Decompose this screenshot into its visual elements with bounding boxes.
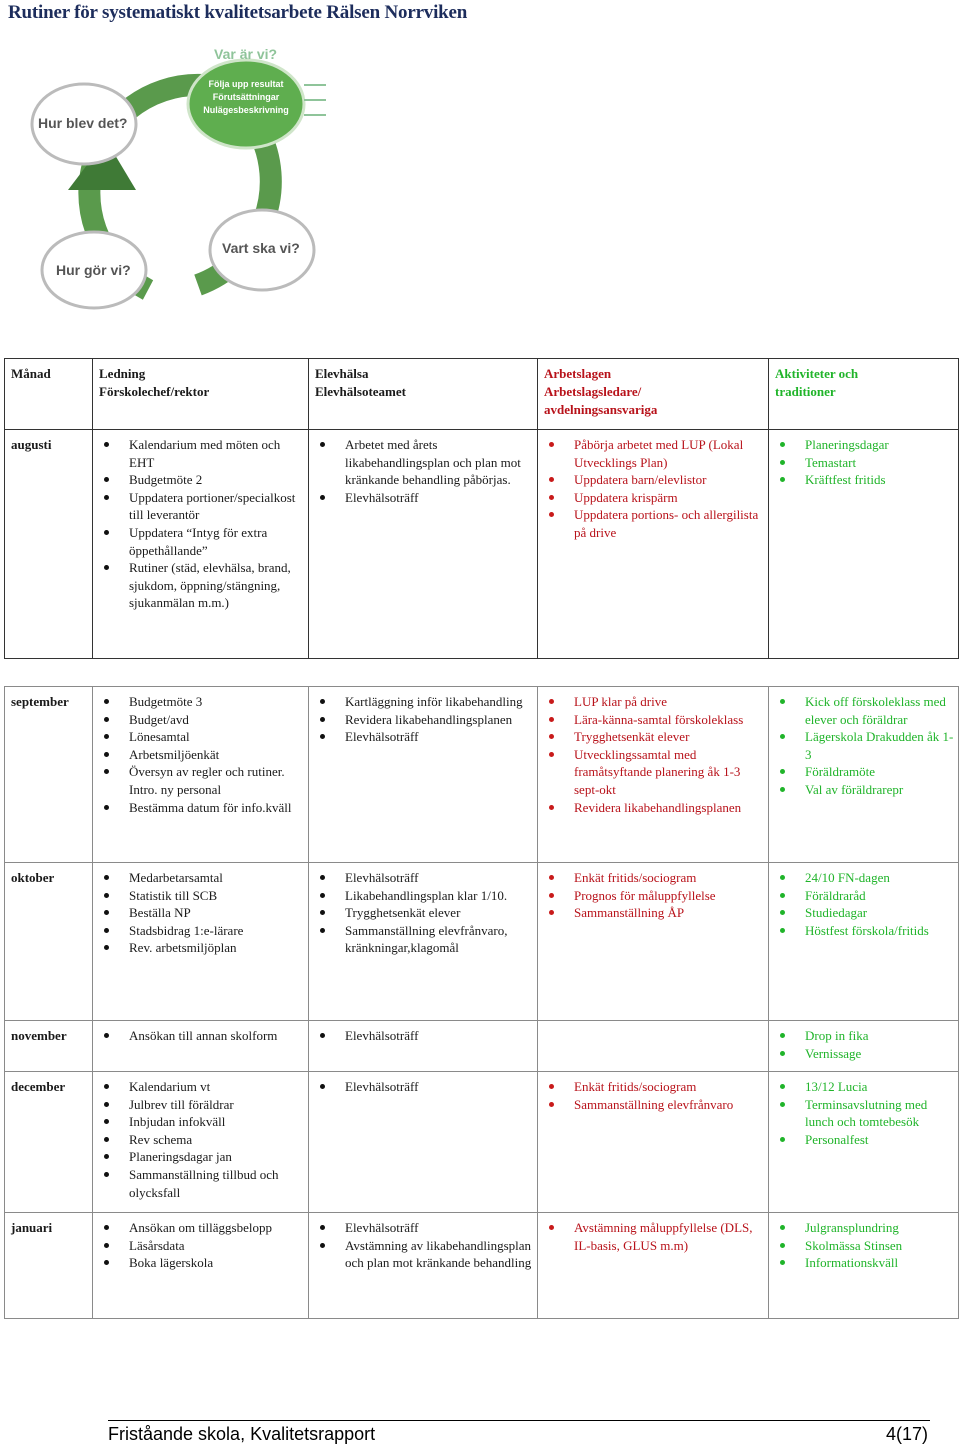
bubble-line: Nulägesbeskrivning [203,105,289,115]
list-item: Budgetmöte 3 [121,693,304,711]
item-list [544,869,764,922]
list-item: Sammanställning ÅP [566,904,764,922]
table-cell [769,1213,959,1319]
item-list [775,869,954,939]
list-item: Revidera likabehandlingsplanen [337,711,533,729]
list-item: Föräldraråd [797,887,954,905]
list-item: Elevhälsoträff [337,1219,533,1237]
list-item: Trygghetsenkät elever [337,904,533,922]
list-item: Rutiner (städ, elevhälsa, brand, sjukdom, öppning/stängning, sjukanmälan m.m.) [121,559,304,612]
table-cell [309,1213,538,1319]
list-item: Elevhälsoträff [337,1027,533,1045]
item-list [544,1078,764,1113]
list-item: Statistik till SCB [121,887,304,905]
table-row [5,430,959,659]
item-list [775,436,954,489]
table-cell [309,430,538,659]
header-cell [769,359,959,430]
column-header [11,365,88,383]
item-list [99,436,304,612]
table-cell [309,863,538,1021]
label-hur-gor-vi: Hur gör vi? [56,262,131,278]
table-row [5,1021,959,1072]
list-item: 24/10 FN-dagen [797,869,954,887]
list-item: Informationskväll [797,1254,954,1272]
list-item: Temastart [797,454,954,472]
footer-rule [108,1420,930,1421]
routine-table-header [4,358,959,659]
list-item: Kalendarium vt [121,1078,304,1096]
table-cell [538,1072,769,1213]
label-hur-blev-det: Hur blev det? [38,115,128,131]
item-list [315,1219,533,1272]
routine-table-months [4,686,959,1319]
footer-text: Friståande skola, Kvalitetsrapport [108,1424,376,1444]
month-cell [5,863,93,1021]
list-item: Bestämma datum för info.kväll [121,799,304,817]
column-header-line: Ledning [99,366,146,381]
month-label: december [11,1079,66,1094]
table-row [5,1213,959,1319]
bubble-text [196,78,296,117]
list-item: Lära-känna-samtal förskoleklass [566,711,764,729]
list-item: Föräldramöte [797,763,954,781]
item-list [99,1219,304,1272]
column-header-line: avdelningsansvariga [544,402,658,417]
column-header-line: Arbetslagen [544,366,612,381]
list-item: Arbetet med årets likabehandlingsplan och plan mot kränkande behandling påbörjas. [337,436,533,489]
list-item: Rev schema [121,1131,304,1149]
item-list [775,693,954,799]
column-header-line: traditioner [775,384,836,399]
bubble-line: Följa upp resultat [208,79,284,89]
column-header [315,365,533,401]
list-item: Sammanställning elevfrånvaro, kränkningar,klagomål [337,922,533,957]
list-item: Lägerskola Drakudden åk 1-3 [797,728,954,763]
item-list [315,869,533,957]
item-list [99,693,304,816]
table-cell [538,863,769,1021]
list-item: Medarbetarsamtal [121,869,304,887]
table-row [5,1072,959,1213]
list-item: Beställa NP [121,904,304,922]
table-row [5,863,959,1021]
header-cell [93,359,309,430]
list-item: Påbörja arbetet med LUP (Lokal Utvecklings Plan) [566,436,764,471]
item-list [99,1027,304,1045]
item-list [315,693,533,746]
list-item: Budget/avd [121,711,304,729]
list-item: Intro. ny personal [129,781,222,797]
column-header [544,365,764,419]
list-item: Planeringsdagar jan [121,1148,304,1166]
month-label: september [11,694,69,709]
list-item: Elevhälsoträff [337,1078,533,1096]
list-item: Revidera likabehandlingsplanen [566,799,764,817]
table-cell [93,863,309,1021]
table-cell [93,687,309,863]
list-item: Kartläggning inför likabehandling [337,693,533,711]
item-list [544,436,764,542]
list-item: Trygghetsenkät elever [566,728,764,746]
list-item: Elevhälsoträff [337,728,533,746]
table-cell [309,1021,538,1072]
column-header-line: Aktiviteter och [775,366,859,381]
list-item: LUP klar på drive [566,693,764,711]
list-item: 13/12 Lucia [797,1078,954,1096]
list-item: Skolmässa Stinsen [797,1237,954,1255]
list-item: Höstfest förskola/fritids [797,922,954,940]
page-number: 4(17) [885,1424,928,1444]
column-header-line: Månad [11,366,51,381]
list-item: Studiedagar [797,904,954,922]
item-list [775,1219,954,1272]
list-item: Elevhälsoträff [337,489,533,507]
table-cell [93,1072,309,1213]
list-item: Val av föräldrarepr [797,781,954,799]
list-item: Julgransplundring [797,1219,954,1237]
list-item: Avstämning måluppfyllelse (DLS, IL-basis, GLUS m.m) [566,1219,764,1254]
column-header [775,365,954,401]
header-row [5,359,959,430]
list-item: Ansökan till annan skolform [121,1027,304,1045]
month-label: oktober [11,870,55,885]
label-vart-ska-vi: Vart ska vi? [222,240,300,256]
item-list [775,1078,954,1148]
item-list [315,1078,533,1096]
table-cell [538,1021,769,1072]
list-item: Julbrev till föräldrar [121,1096,304,1114]
list-item: Enkät fritids/sociogram [566,869,764,887]
item-list [99,869,304,957]
list-item: Sammanställning tillbud och olycksfall [121,1166,304,1201]
list-item: Boka lägerskola [121,1254,304,1272]
month-label: januari [11,1220,53,1235]
list-item: Prognos för måluppfyllelse [566,887,764,905]
month-cell [5,1072,93,1213]
item-list [315,436,533,506]
month-cell [5,1021,93,1072]
column-header-line: Elevhälsoteamet [315,384,406,399]
column-header-line: Förskolechef/rektor [99,384,210,399]
list-item: Kalendarium med möten och EHT [121,436,304,471]
list-item: Budgetmöte 2 [121,471,304,489]
list-item: Drop in fika [797,1027,954,1045]
list-item: Planeringsdagar [797,436,954,454]
table-row [5,687,959,863]
table-cell [769,1021,959,1072]
item-list [775,1027,954,1062]
month-cell [5,1213,93,1319]
table-cell [538,430,769,659]
list-item: Uppdatera krispärm [566,489,764,507]
table-cell [538,687,769,863]
bubble-line: Förutsättningar [212,92,280,102]
list-item: Uppdatera barn/elevlistor [566,471,764,489]
header-cell [309,359,538,430]
table-cell [93,1213,309,1319]
month-label: augusti [11,437,52,452]
table-cell [538,1213,769,1319]
item-list [99,1078,304,1201]
list-item: Elevhälsoträff [337,869,533,887]
list-item: Stadsbidrag 1:e-lärare [121,922,304,940]
month-cell [5,430,93,659]
table-cell [769,863,959,1021]
list-item: Arbetsmiljöenkät [121,746,304,764]
list-item: Ansökan om tilläggsbelopp [121,1219,304,1237]
list-item: Vernissage [797,1045,954,1063]
month-cell [5,687,93,863]
column-header-line: Arbetslagsledare/ [544,384,642,399]
list-item: Likabehandlingsplan klar 1/10. [337,887,533,905]
list-item: Personalfest [797,1131,954,1149]
table-cell [769,687,959,863]
list-item: Terminsavslutning med lunch och tomtebesök [797,1096,954,1131]
month-label: november [11,1028,67,1043]
list-item: Rev. arbetsmiljöplan [121,939,304,957]
table-cell [769,1072,959,1213]
table-cell [93,1021,309,1072]
list-item: Kick off förskoleklass med elever och föräldrar [797,693,954,728]
list-item: Läsårsdata [121,1237,304,1255]
list-item: Uppdatera portioner/specialkost till leverantör [121,489,304,524]
item-list [544,693,764,816]
table-cell [93,430,309,659]
column-header [99,365,304,401]
table-cell [769,430,959,659]
column-header-line: Elevhälsa [315,366,369,381]
page-title: Rutiner för systematiskt kvalitetsarbete Rälsen Norrviken [8,2,468,23]
table-cell [309,687,538,863]
list-item: Lönesamtal [121,728,304,746]
list-item: Översyn av regler och rutiner. [121,763,304,781]
list-item: Inbjudan infokväll [121,1113,304,1131]
list-item: Avstämning av likabehandlingsplan och plan mot kränkande behandling [337,1237,533,1272]
list-item: Uppdatera portions- och allergilista på drive [566,506,764,541]
list-item: Enkät fritids/sociogram [566,1078,764,1096]
label-var-ar-vi: Var är vi? [214,46,278,62]
list-item: Utvecklingssamtal med framåtsyftande planering åk 1-3 sept-okt [566,746,764,799]
cycle-diagram [28,40,328,312]
header-cell [538,359,769,430]
list-item: Sammanställning elevfrånvaro [566,1096,764,1114]
header-cell [5,359,93,430]
item-list [544,1219,764,1254]
list-item: Uppdatera “Intyg för extra öppethållande” [121,524,304,559]
list-item: Kräftfest fritids [797,471,954,489]
item-list [315,1027,533,1045]
table-cell [309,1072,538,1213]
